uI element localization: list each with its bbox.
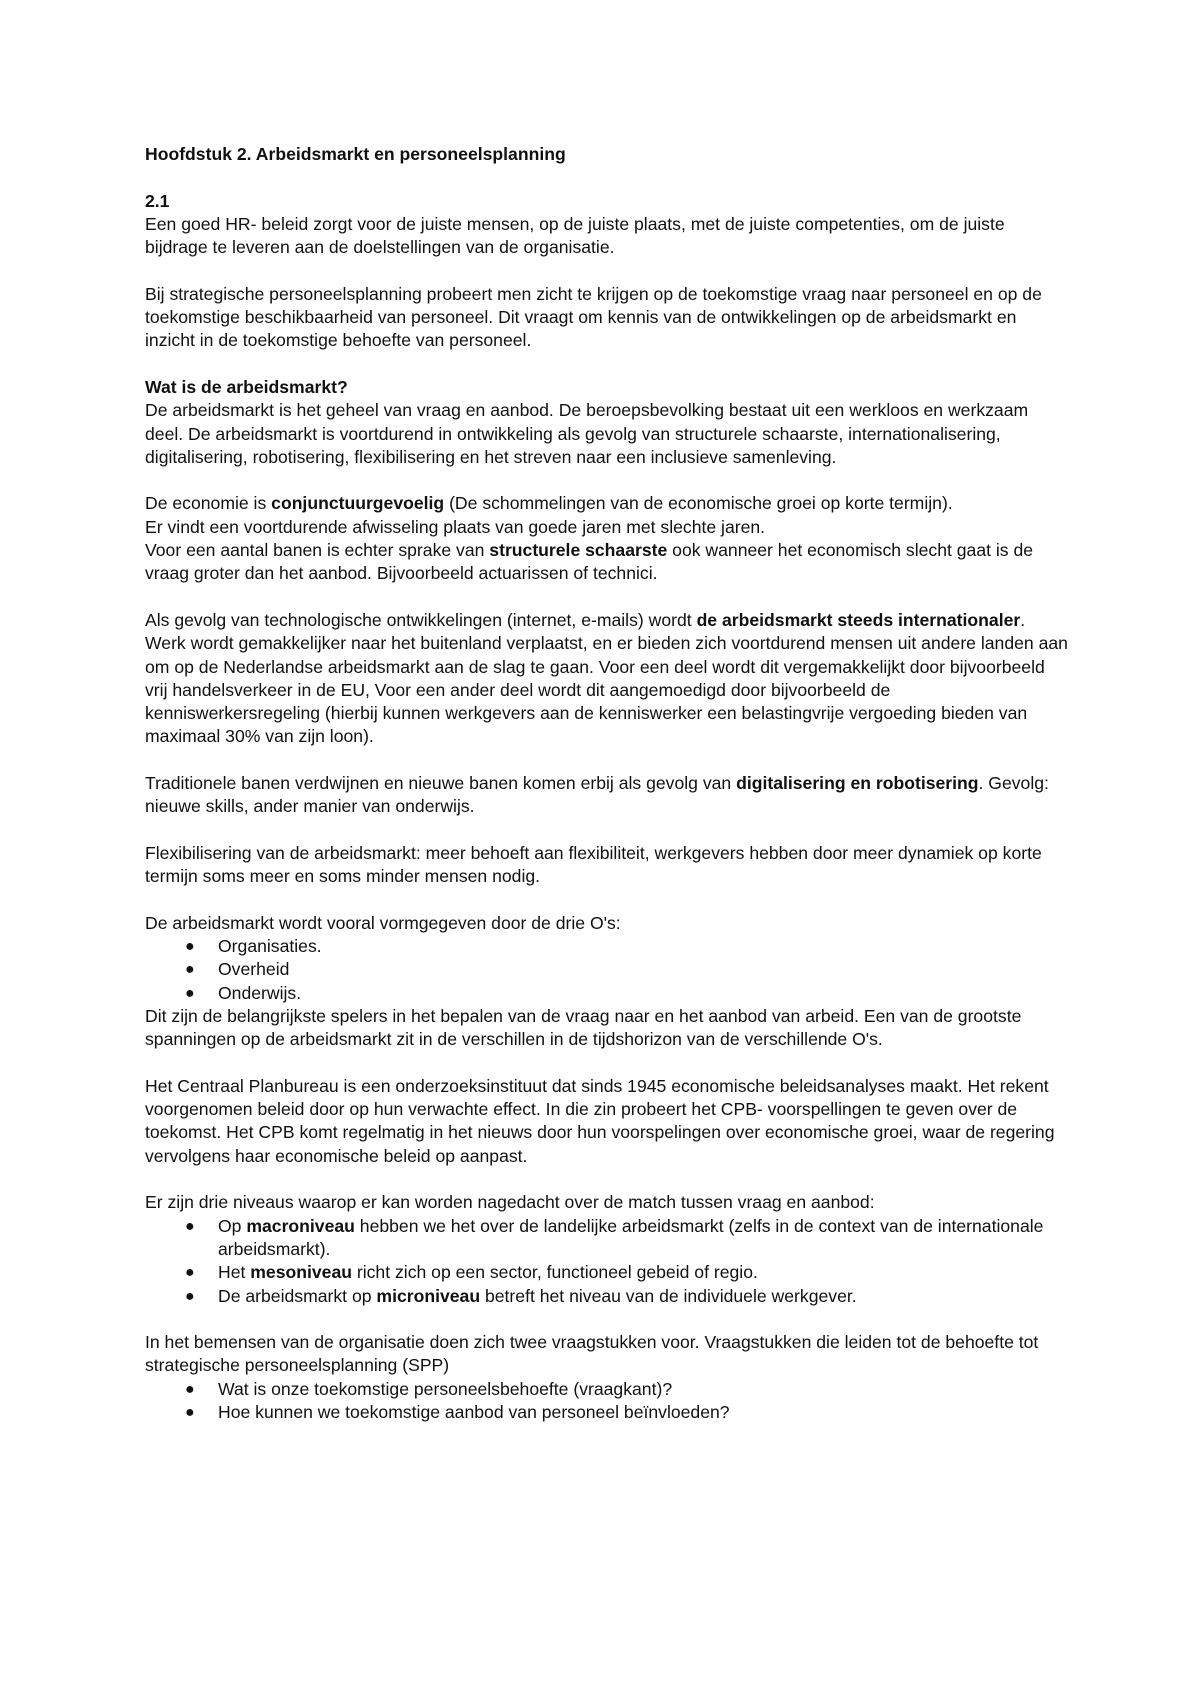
spelers-paragraph: Dit zijn de belangrijkste spelers in het bepalen van de vraag naar en het aanbod van arbeid. Een van de grootste spanningen op de arbeidsmarkt zit in de verschillen in de tijdshorizon van de verschillende O's. [145, 1005, 1022, 1050]
bullet-icon: ● [185, 938, 195, 956]
blank-line [145, 819, 1070, 842]
blank-line [145, 166, 1070, 189]
flexibilisering-paragraph: Flexibilisering van de arbeidsmarkt: meer behoeft aan flexibiliteit, werkgevers hebben door meer dynamiek op korte termijn soms meer en soms minder mensen nodig. [145, 842, 1042, 887]
strategic-paragraph: Bij strategische personeelsplanning probeert men zicht te krijgen op de toekomstige vraag naar personeel en op de toekomstige beschikbaarheid van personeel. Dit vraagt om kennis van de ontwikkelingen op de arbeidsmarkt en inzicht in de toekomstige behoefte van personeel. [145, 283, 1042, 351]
definition-paragraph: De arbeidsmarkt is het geheel van vraag en aanbod. De beroepsbevolking bestaat uit een werkloos en werkzaam deel. De arbeidsmarkt is voortdurend in ontwikkeling als gevolg van structurele schaarste, internationalisering, digitalisering, robotisering, flexibilisering en het streven naar een inclusieve samenleving. [145, 400, 1029, 467]
blank-line [145, 749, 1070, 772]
bullet-icon: ● [185, 984, 195, 1002]
list-item: ● Hoe kunnen we toekomstige aanbod van personeel beïnvloeden? [145, 1401, 1070, 1424]
blank-line [145, 469, 1070, 492]
drie-os-list [145, 935, 1070, 1005]
digitalisering-paragraph: Traditionele banen verdwijnen en nieuwe banen komen erbij als gevolg van digitalisering en robotisering. Gevolg: nieuwe skills, ander manier van onderwijs. [145, 773, 1049, 817]
bullet-icon: ● [185, 1380, 195, 1398]
list-item: ● Wat is onze toekomstige personeelsbehoefte (vraagkant)? [145, 1378, 1070, 1401]
chapter-title: Hoofdstuk 2. Arbeidsmarkt en personeelsplanning [145, 144, 566, 164]
bullet-icon: ● [185, 1217, 195, 1235]
list-item: ● Overheid [145, 958, 1070, 981]
blank-line [145, 889, 1070, 912]
blank-line [145, 1308, 1070, 1331]
niveaus-list [145, 1215, 1070, 1308]
cpb-paragraph: Het Centraal Planbureau is een onderzoeksinstituut dat sinds 1945 economische beleidsanalyses maakt. Het rekent voorgenomen beleid door op hun verwachte effect. In die zin probeert het CPB- voorspellingen te geven over de toekomst. Het CPB komt regelmatig in het nieuws door hun voorspelingen over economische groei, waar de regering vervolgens haar economische beleid op aanpast. [145, 1075, 1055, 1166]
blank-line [145, 1052, 1070, 1075]
list-item: ● Organisaties. [145, 935, 1070, 958]
drie-os-paragraph: De arbeidsmarkt wordt vooral vormgegeven door de drie O's: [145, 912, 621, 933]
blank-line [145, 586, 1070, 609]
bullet-icon: ● [185, 1404, 195, 1422]
list-item: ● De arbeidsmarkt op microniveau betreft het niveau van de individuele werkgever. [145, 1285, 1070, 1308]
blank-line [145, 1168, 1070, 1191]
internationalisering-paragraph: Als gevolg van technologische ontwikkelingen (internet, e-mails) wordt de arbeidsmarkt steeds internationaler. Werk wordt gemakkelijker naar het buitenland verplaatst, en er bieden zich voortdurend mensen uit andere landen aan om op de Nederlandse arbeidsmarkt aan de slag te gaan. Voor een deel wordt dit vergemakkelijkt door bijvoorbeeld vrij handelsverkeer in de EU, Voor een ander deel wordt dit aangemoedigd door bijvoorbeeld de kenniswerkersregeling (hierbij kunnen werkgevers aan de kenniswerker een belastingvrije vergoeding bieden van maximaal 30% van zijn loon). [145, 609, 1068, 747]
blank-line [145, 353, 1070, 376]
intro-paragraph: Een goed HR- beleid zorgt voor de juiste mensen, op de juiste plaats, met de juiste competenties, om de juiste bijdrage te leveren aan de doelstellingen van de organisatie. [145, 213, 1005, 258]
list-item: ● Het mesoniveau richt zich op een sector, functioneel gebeid of regio. [145, 1261, 1070, 1284]
bemensen-paragraph: In het bemensen van de organisatie doen zich twee vraagstukken voor. Vraagstukken die leiden tot de behoefte tot strategische personeelsplanning (SPP) [145, 1332, 1039, 1376]
afwisseling-paragraph: Er vindt een voortdurende afwisseling plaats van goede jaren met slechte jaren. [145, 516, 766, 537]
arbeidsmarkt-heading: Wat is de arbeidsmarkt? [145, 376, 348, 397]
vraagstukken-list [145, 1378, 1070, 1425]
conjunctuur-paragraph: De economie is conjunctuurgevoelig (De schommelingen van de economische groei op korte termijn). [145, 493, 953, 514]
list-item: ● Onderwijs. [145, 982, 1070, 1005]
bullet-icon: ● [185, 1287, 195, 1305]
blank-line [145, 259, 1070, 282]
bullet-icon: ● [185, 1264, 195, 1282]
list-item: ● Op macroniveau hebben we het over de landelijke arbeidsmarkt (zelfs in de context van de internationale arbeidsmarkt). [185, 1215, 1044, 1259]
bullet-icon: ● [185, 961, 195, 979]
niveaus-paragraph: Er zijn drie niveaus waarop er kan worden nagedacht over de match tussen vraag en aanbod: [145, 1192, 875, 1213]
section-number: 2.1 [145, 190, 170, 211]
schaarste-paragraph: Voor een aantal banen is echter sprake van structurele schaarste ook wanneer het economisch slecht gaat is de vraag groter dan het aanbod. Bijvoorbeeld actuarissen of technici. [145, 540, 1034, 584]
